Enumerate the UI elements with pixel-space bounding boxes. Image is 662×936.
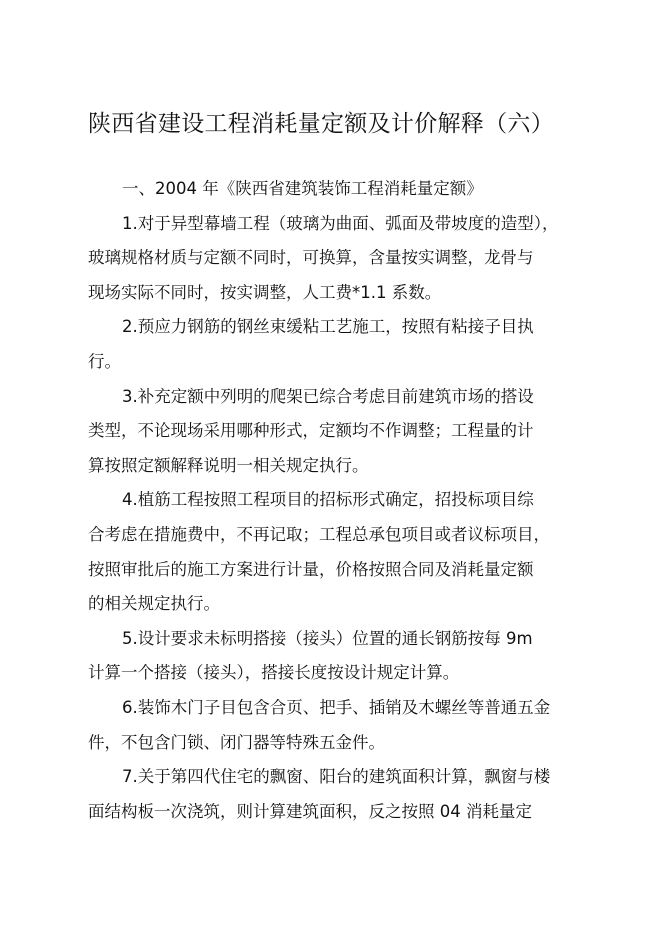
text-line: 件，不包含门锁、闭门器等特殊五金件。 [88, 732, 385, 752]
text-line: 现场实际不同时，按实调整，人工费*1.1 系数。 [88, 282, 442, 302]
text-line: 面结构板一次浇筑，则计算建筑面积，反之按照 04 消耗量定 [88, 801, 532, 821]
text-line: 1.对于异型幕墙工程（玻璃为曲面、弧面及带坡度的造型）， [122, 213, 559, 233]
text-line: 4.植筋工程按照工程项目的招标形式确定，招投标项目综 [122, 490, 534, 510]
text-line: 3.补充定额中列明的爬架已综合考虑目前建筑市场的搭设 [122, 386, 534, 406]
text-line: 合考虑在措施费中，不再记取；工程总承包项目或者议标项目， [88, 524, 550, 544]
text-line: 5.设计要求未标明搭接（接头）位置的通长钢筋按每 9m [122, 628, 533, 648]
document-title: 陕西省建设工程消耗量定额及计价解释（六） [88, 111, 554, 137]
text-line: 7.关于第四代住宅的飘窗、阳台的建筑面积计算，飘窗与楼 [122, 767, 551, 787]
text-line: 类型，不论现场采用哪种形式，定额均不作调整；工程量的计 [88, 421, 534, 441]
text-line: 行。 [88, 351, 121, 371]
text-line: 算按照定额解释说明一相关规定执行。 [88, 455, 369, 475]
text-line: 计算一个搭接（接头），搭接长度按设计规定计算。 [88, 663, 460, 683]
text-line: 玻璃规格材质与定额不同时，可换算，含量按实调整，龙骨与 [88, 248, 534, 268]
text-line: 按照审批后的施工方案进行计量，价格按照合同及消耗量定额 [88, 559, 534, 579]
text-line: 的相关规定执行。 [88, 594, 220, 614]
text-line: 6.装饰木门子目包含合页、把手、插销及木螺丝等普通五金 [122, 697, 551, 717]
text-line: 2.预应力钢筋的钢丝束缓粘工艺施工，按照有粘接子目执 [122, 317, 534, 337]
text-line: 一、2004 年《陕西省建筑装饰工程消耗量定额》 [122, 179, 483, 198]
document-body [88, 172, 596, 829]
